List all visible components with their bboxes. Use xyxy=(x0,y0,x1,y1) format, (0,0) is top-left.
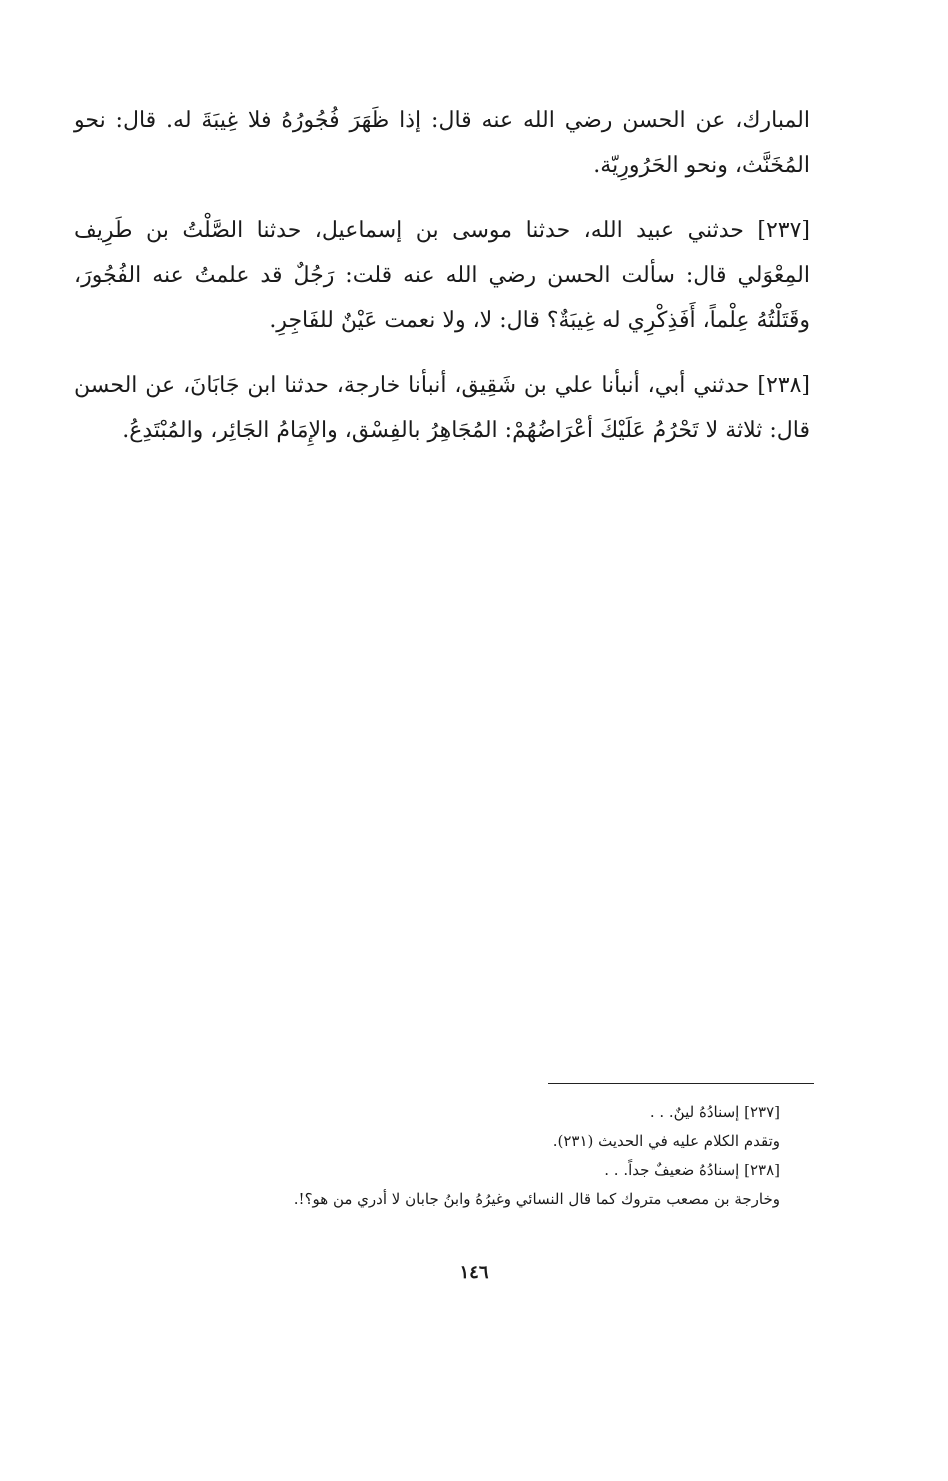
paragraph-mubarak: المبارك، عن الحسن رضي الله عنه قال: إذا ظَهَرَ فُجُورُهُ فلا غِيبَةَ له. قال: نحو المُخَنَّث، ونحو الحَرُورِيّة. xyxy=(74,108,810,178)
footnote-237-note: وتقدم الكلام عليه في الحديث (٢٣١). xyxy=(552,1132,780,1150)
page-number: ١٤٦ xyxy=(459,1262,489,1283)
footnote-238: [٢٣٨] إسنادُهُ ضعيفٌ جداً. . . xyxy=(604,1161,780,1179)
footnote-238-note: وخارجة بن مصعب متروك كما قال النسائي وغيرُهُ وابنُ جابان لا أدري من هو؟!. xyxy=(293,1190,780,1208)
main-text xyxy=(74,98,810,473)
paragraph-237: [٢٣٧] حدثني عبيد الله، حدثنا موسى بن إسماعيل، حدثنا الصَّلْتُ بن طَرِيف المِعْوَلي قال: سألت الحسن رضي الله عنه قلت: رَجُلٌ قد علمتُ عنه الفُجُورَ، وقَتَلْتُهُ عِلْماً، أَفَذِكْرِي له غِيبَةٌ؟ قال: لا، ولا نعمت عَيْنٌ للفَاجِرِ. xyxy=(74,218,810,333)
paragraph-238: [٢٣٨] حدثني أبي، أنبأنا علي بن شَقِيق، أنبأنا خارجة، حدثنا ابن جَابَانَ، عن الحسن قال: ثلاثة لا تَحْرُمُ عَلَيْكَ أعْرَاضُهُمْ: المُجَاهِرُ بالفِسْق، والإِمَامُ الجَائِر، والمُبْتَدِعُ. xyxy=(74,373,810,443)
footnote-separator xyxy=(548,1083,814,1084)
footnote-237: [٢٣٧] إسنادُهُ لينٌ. . . xyxy=(649,1103,780,1121)
footnotes xyxy=(150,1098,780,1214)
